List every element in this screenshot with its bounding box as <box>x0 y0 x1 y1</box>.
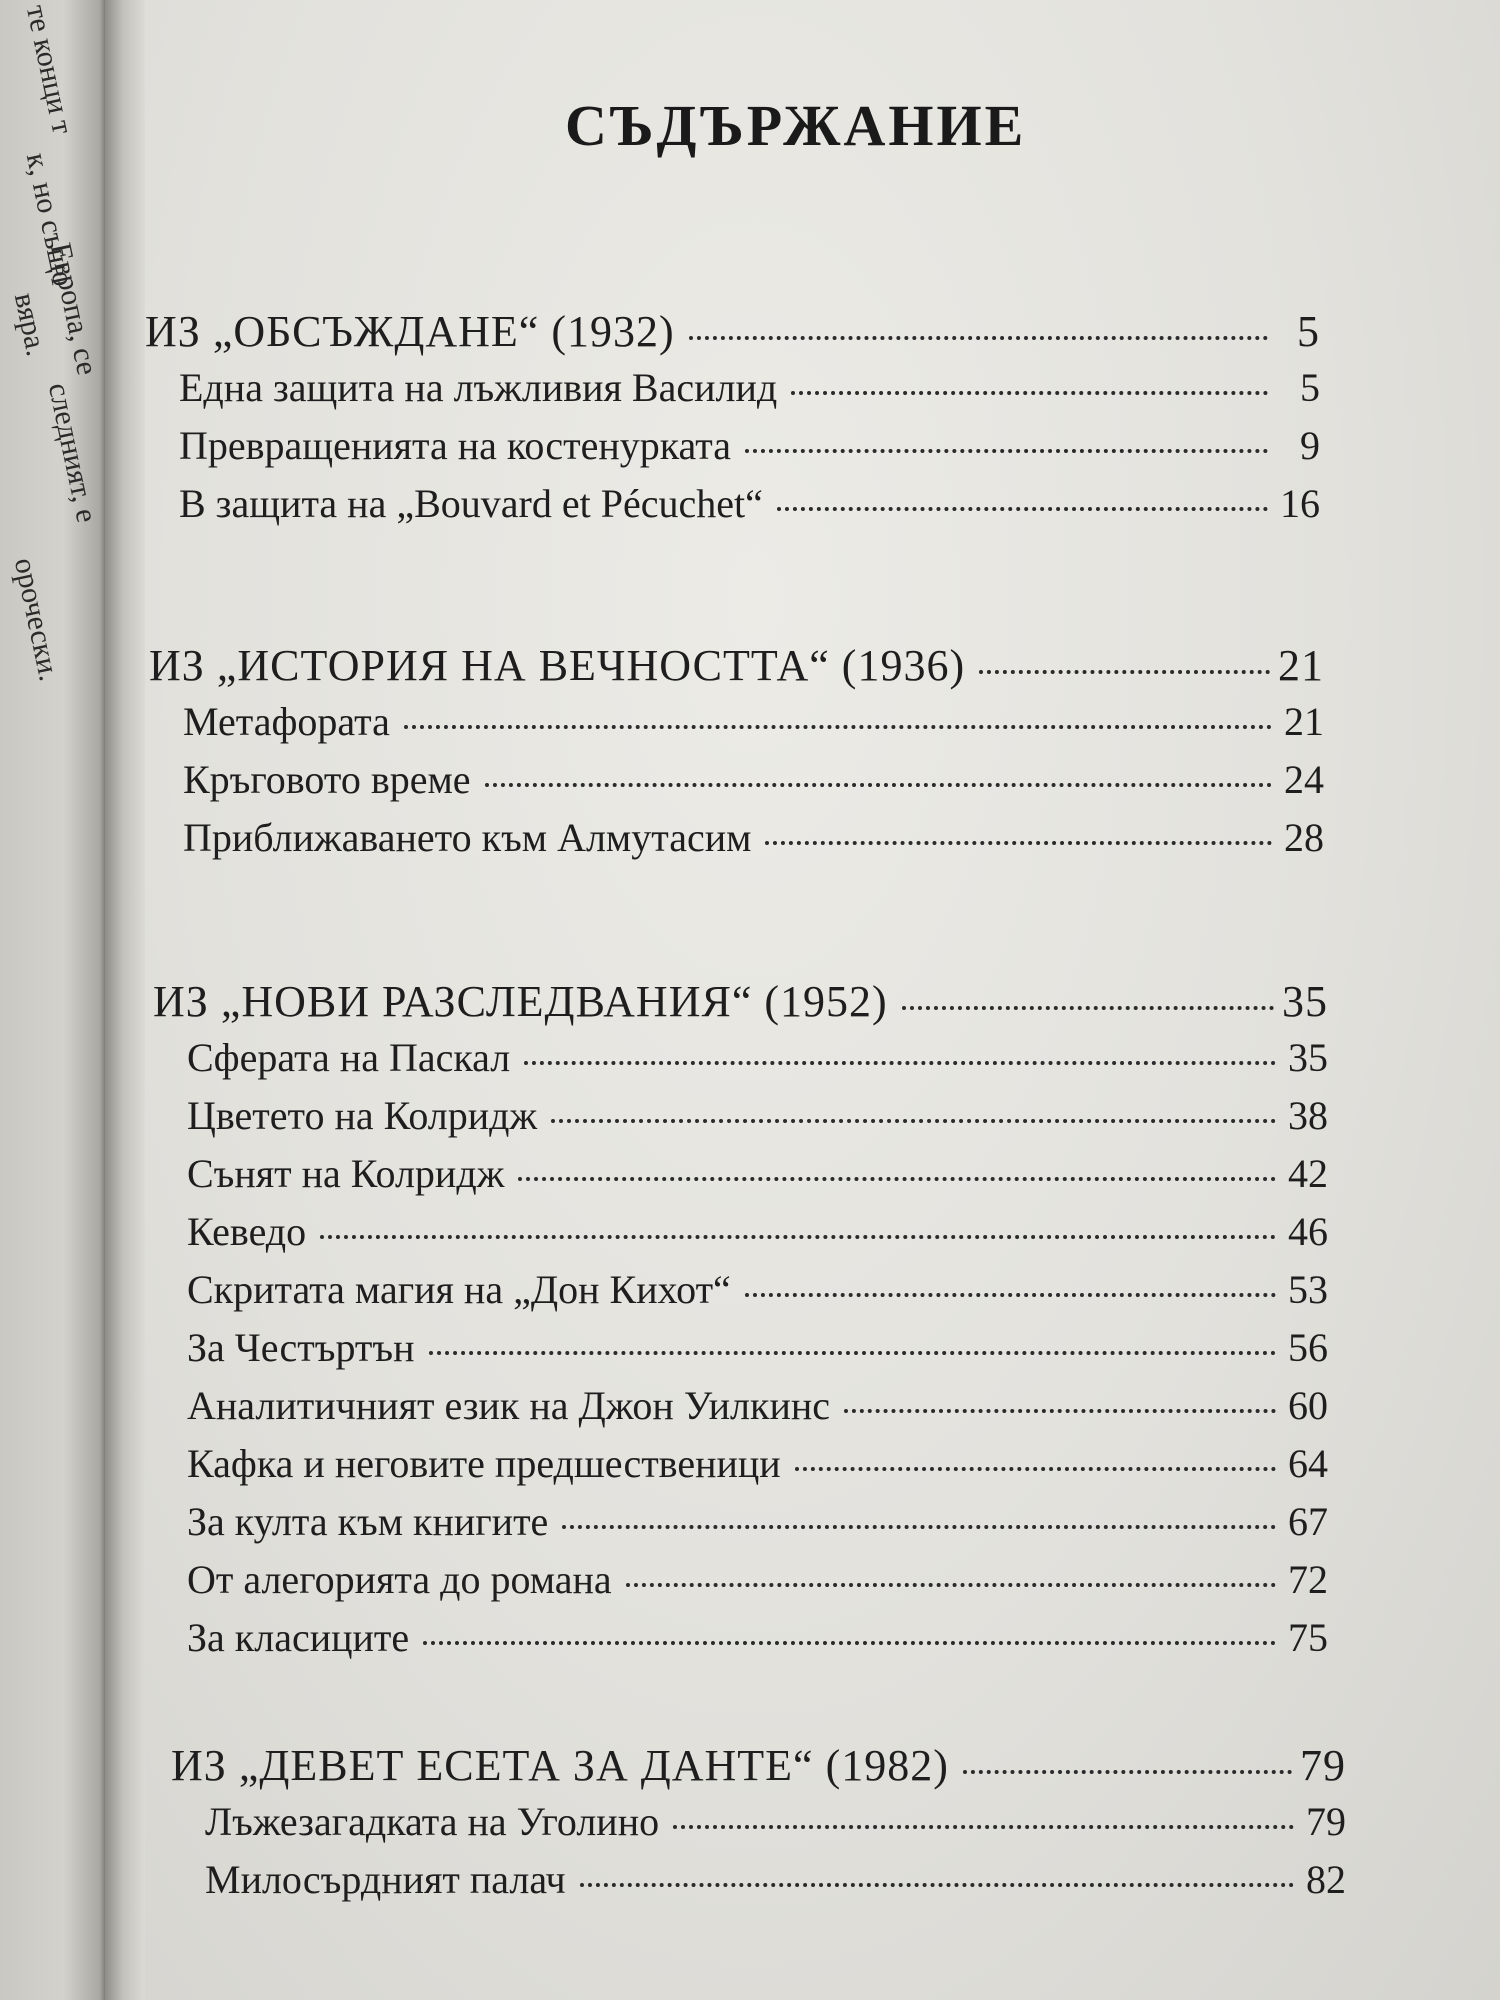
book-gutter <box>105 0 145 2000</box>
page-number: 24 <box>1284 757 1324 802</box>
entry-title: Аналитичният език на Джон Уилкинс <box>187 1383 831 1428</box>
dot-leader <box>745 449 1268 453</box>
toc-entry <box>153 1614 1328 1672</box>
page-number: 5 <box>1300 365 1320 410</box>
toc-entry <box>171 1798 1346 1856</box>
toc-entry <box>153 1498 1328 1556</box>
dot-leader <box>404 725 1272 729</box>
page-number: 56 <box>1288 1325 1328 1370</box>
toc-entry <box>153 1324 1328 1382</box>
section-heading-label: ИЗ „ИСТОРИЯ НА ВЕЧНОСТТА“ (1936) <box>149 641 966 690</box>
dot-leader <box>429 1351 1277 1355</box>
dot-leader <box>979 670 1270 674</box>
entry-title: В защита на „Bouvard et Pécuchet“ <box>179 481 763 526</box>
page-number: 79 <box>1300 1741 1346 1790</box>
toc-section <box>153 976 1328 1672</box>
toc-section <box>149 640 1324 872</box>
toc-entry <box>149 698 1324 756</box>
dot-leader <box>689 336 1268 340</box>
toc-entry <box>153 1092 1328 1150</box>
toc-section-heading <box>171 1740 1346 1798</box>
toc-section <box>171 1740 1346 1914</box>
entry-title: Приближаването към Алмутасим <box>183 815 752 860</box>
page-number: 67 <box>1288 1499 1328 1544</box>
dot-leader <box>562 1525 1276 1529</box>
page-number: 75 <box>1288 1615 1328 1660</box>
page-number: 9 <box>1300 423 1320 468</box>
toc-entry <box>171 1856 1346 1914</box>
toc-entry <box>145 364 1320 422</box>
entry-title: Една защита на лъжливия Василид <box>179 365 778 410</box>
dot-leader <box>551 1119 1276 1123</box>
dot-leader <box>518 1177 1276 1181</box>
entry-title: Кръговото време <box>183 757 471 802</box>
section-heading-label: ИЗ „ОБСЪЖДАНЕ“ (1932) <box>145 307 675 356</box>
dot-leader <box>963 1770 1292 1774</box>
dot-leader <box>320 1235 1276 1239</box>
toc-entry <box>149 756 1324 814</box>
toc-entry <box>153 1208 1328 1266</box>
dot-leader <box>626 1583 1276 1587</box>
toc-entry <box>149 814 1324 872</box>
previous-page-edge <box>0 0 105 2000</box>
page-number: 72 <box>1288 1557 1328 1602</box>
dot-leader <box>902 1006 1274 1010</box>
page-number: 53 <box>1288 1267 1328 1312</box>
toc-section <box>145 306 1320 538</box>
left-page-fragment: орочески. <box>7 555 66 684</box>
entry-title: За класиците <box>187 1615 410 1660</box>
dot-leader <box>485 783 1272 787</box>
toc-section-heading <box>145 306 1320 364</box>
entry-title: За култа към книгите <box>187 1499 549 1544</box>
entry-title: Сънят на Колридж <box>187 1151 505 1196</box>
dot-leader <box>795 1467 1276 1471</box>
left-page-fragment: к, но също <box>19 150 81 289</box>
page-number: 28 <box>1284 815 1324 860</box>
contents-page <box>145 0 1500 2000</box>
entry-title: Метафората <box>183 699 390 744</box>
page-number: 38 <box>1288 1093 1328 1138</box>
page-number: 79 <box>1306 1799 1346 1844</box>
toc-entry <box>153 1440 1328 1498</box>
page-number: 82 <box>1306 1857 1346 1902</box>
page-number: 35 <box>1288 1035 1328 1080</box>
page-number: 5 <box>1297 307 1320 356</box>
dot-leader <box>423 1641 1276 1645</box>
entry-title: Лъжезагадката на Уголино <box>205 1799 660 1844</box>
page-number: 35 <box>1282 977 1328 1026</box>
page-number: 16 <box>1280 481 1320 526</box>
entry-title: За Честъртън <box>187 1325 415 1370</box>
toc-section-heading <box>149 640 1324 698</box>
dot-leader <box>580 1883 1294 1887</box>
toc-entry <box>153 1150 1328 1208</box>
toc-entry <box>145 422 1320 480</box>
entry-title: Цветето на Колридж <box>187 1093 538 1138</box>
dot-leader <box>791 391 1268 395</box>
toc-entry <box>145 480 1320 538</box>
page-number: 21 <box>1284 699 1324 744</box>
entry-title: Сферата на Паскал <box>187 1035 511 1080</box>
entry-title: Превращенията на костенурката <box>179 423 731 468</box>
toc-entry <box>153 1556 1328 1614</box>
toc-section-heading <box>153 976 1328 1034</box>
page-number: 60 <box>1288 1383 1328 1428</box>
toc-entry <box>153 1034 1328 1092</box>
dot-leader <box>745 1293 1276 1297</box>
entry-title: Милосърдният палач <box>205 1857 566 1902</box>
left-page-fragment: те конци т <box>19 2 80 137</box>
dot-leader <box>777 507 1268 511</box>
page-number: 46 <box>1288 1209 1328 1254</box>
page-number: 21 <box>1278 641 1324 690</box>
left-page-fragment: вяра. <box>7 290 54 359</box>
entry-title: Скритата магия на „Дон Кихот“ <box>187 1267 731 1312</box>
entry-title: Кеведо <box>187 1209 307 1254</box>
toc-entry <box>153 1382 1328 1440</box>
dot-leader <box>765 841 1272 845</box>
dot-leader <box>524 1061 1276 1065</box>
entry-title: От алегорията до романа <box>187 1557 612 1602</box>
dot-leader <box>673 1825 1294 1829</box>
page-title: СЪДЪРЖАНИЕ <box>565 93 1027 158</box>
dot-leader <box>844 1409 1276 1413</box>
page-number: 42 <box>1288 1151 1328 1196</box>
section-heading-label: ИЗ „НОВИ РАЗСЛЕДВАНИЯ“ (1952) <box>153 977 888 1026</box>
toc-entry <box>153 1266 1328 1324</box>
section-heading-label: ИЗ „ДЕВЕТ ЕСЕТА ЗА ДАНТЕ“ (1982) <box>171 1741 949 1790</box>
page-number: 64 <box>1288 1441 1328 1486</box>
entry-title: Кафка и неговите предшественици <box>187 1441 781 1486</box>
left-page-fragment: следният, е <box>41 380 104 526</box>
left-page-fragment: Европа, се <box>43 240 104 378</box>
